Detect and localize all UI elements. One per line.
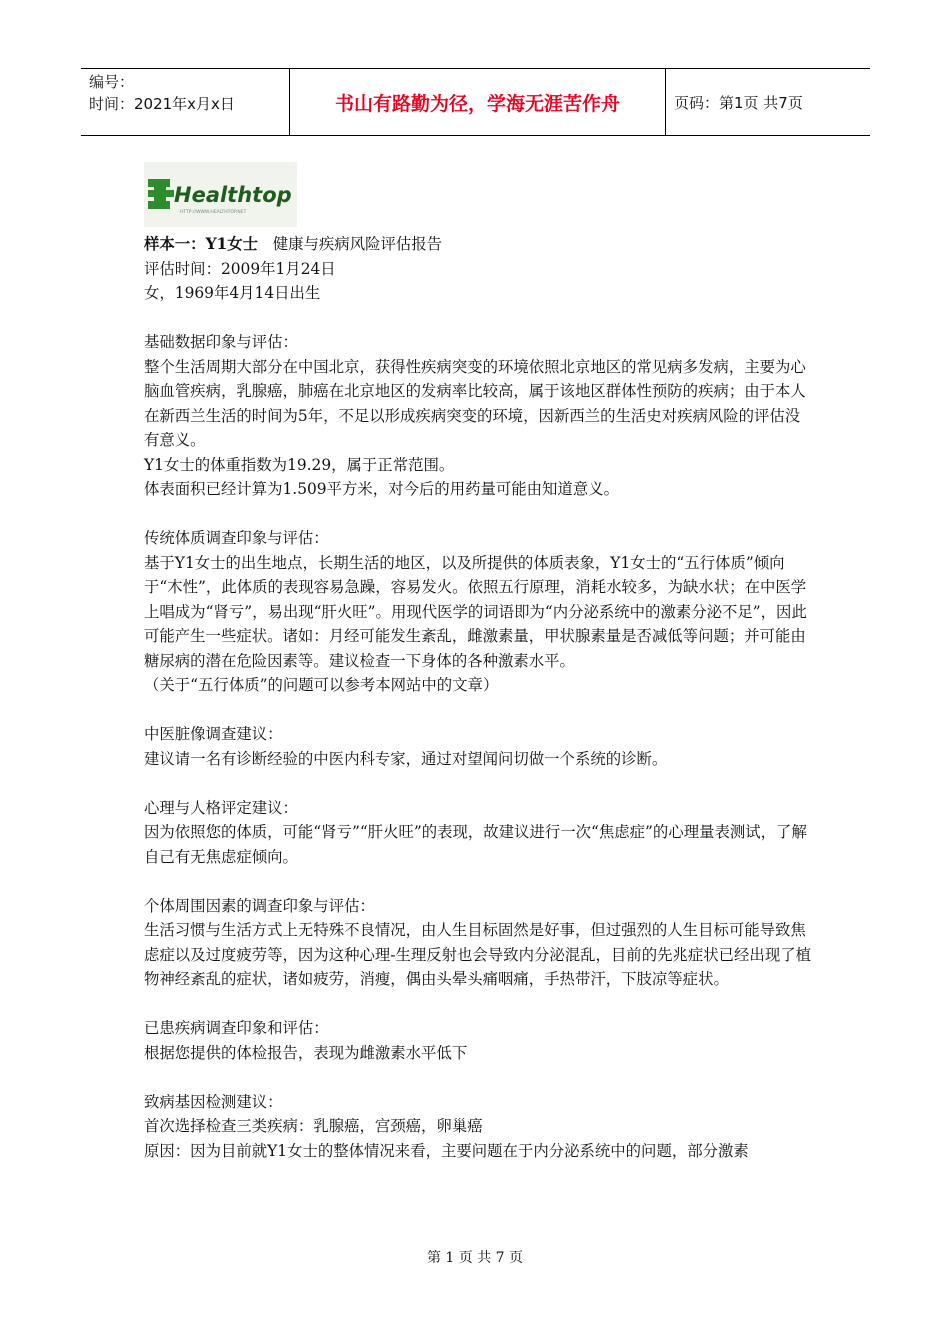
logo-cross-icon [148, 179, 174, 209]
number-label: 编号： [89, 73, 135, 91]
logo-text: Healthtop [174, 183, 292, 207]
spacer [144, 992, 814, 1017]
birth-info: 女，1969年4月14日出生 [144, 284, 321, 302]
paragraph: 建议请一名有诊断经验的中医内科专家，通过对望闻问切做一个系统的诊断。 [144, 749, 668, 768]
report-title-subject: 样本一：Y1女士 [144, 235, 259, 253]
spacer [144, 1065, 814, 1090]
header-table [81, 68, 870, 136]
healthtop-logo-graphic [144, 162, 297, 227]
section-heading: 传统体质调查印象与评估： [144, 529, 329, 547]
paragraph: 原因：因为目前就Y1女士的整体情况来看，主要问题在于内分泌系统中的问题，部分激素 [144, 1141, 749, 1160]
section-heading: 心理与人格评定建议： [144, 798, 298, 817]
report-title [144, 232, 814, 257]
paragraph: 根据您提供的体检报告，表现为雌激素水平低下 [144, 1043, 468, 1062]
header-left-cell [81, 69, 290, 136]
paragraph: 生活习惯与生活方式上无特殊不良情况，由人生目标固然是好事，但过强烈的人生目标可能导致焦虑症以及过度疲劳等，因为这种心理-生理反射也会导致内分泌混乱，目前的先兆症状已经出现了植物神经紊乱的症状，诸如疲劳，消瘦，偶由头晕头痛咽痛，手热带汗，下肢凉等症状。 [144, 921, 811, 988]
healthtop-logo [144, 162, 297, 227]
logo-subtext: HTTP://WWW.HEALTHTOP.NET [180, 210, 247, 215]
section-heading: 致病基因检测建议： [144, 1092, 283, 1111]
spacer [144, 869, 814, 894]
paragraph: 整个生活周期大部分在中国北京，获得性疾病突变的环境依照北京地区的常见病多发病，主要为心脑血管疾病，乳腺癌，肺癌在北京地区的发病率比较高，属于该地区群体性预防的疾病；由于本人在新西兰生活的时间为5年，不足以形成疾病突变的环境，因新西兰的生活史对疾病风险的评估没有意义。 [144, 357, 806, 449]
date-line: 时间：2021年x月x日 [89, 95, 235, 113]
section-heading: 中医脏像调查建议： [144, 725, 283, 743]
paragraph: 因为依照您的体质，可能“肾亏”“肝火旺”的表现，故建议进行一次“焦虑症”的心理量表测试，了解自己有无焦虑症倾向。 [144, 823, 807, 866]
motto: 书山有路勤为径，学海无涯苦作舟 [290, 69, 666, 136]
section-heading: 个体周围因素的调查印象与评估： [144, 896, 375, 915]
report-title-rest: 健康与疾病风险评估报告 [272, 235, 443, 253]
report-body [144, 232, 814, 1163]
spacer [144, 502, 814, 527]
eval-time: 评估时间：2009年1月24日 [144, 259, 336, 278]
paragraph: 体表面积已经计算为1.509平方米，对今后的用药量可能由知道意义。 [144, 480, 619, 498]
paragraph: 基于Y1女士的出生地点，长期生活的地区，以及所提供的体质表象，Y1女士的“五行体质”倾向于“木性”，此体质的表现容易急躁，容易发火。依照五行原理，消耗水较多，为缺水状；在中医学上唱成为“肾亏”，易出现“肝火旺”。用现代医学的词语即为“内分泌系统中的激素分泌不足”，因此可能产生一些症状。诸如：月经可能发生紊乱，雌激素量，甲状腺素量是否减低等问题；并可能由糖尿病的潜在危险因素等。建议检查一下身体的各种激素水平。 [144, 553, 807, 670]
page-footer: 第 1 页 共 7 页 [426, 1250, 524, 1266]
section-heading: 已患疾病调查印象和评估： [144, 1019, 329, 1037]
spacer [144, 771, 814, 796]
section-heading: 基础数据印象与评估： [144, 333, 298, 351]
spacer [144, 698, 814, 723]
paragraph: （关于“五行体质”的问题可以参考本网站中的文章） [144, 676, 499, 694]
page-info: 页码：第1页 共7页 [666, 69, 871, 136]
paragraph: 首次选择检查三类疾病：乳腺癌，宫颈癌，卵巢癌 [144, 1117, 483, 1135]
spacer [144, 306, 814, 331]
paragraph: Y1女士的体重指数为19.29，属于正常范围。 [144, 455, 455, 474]
